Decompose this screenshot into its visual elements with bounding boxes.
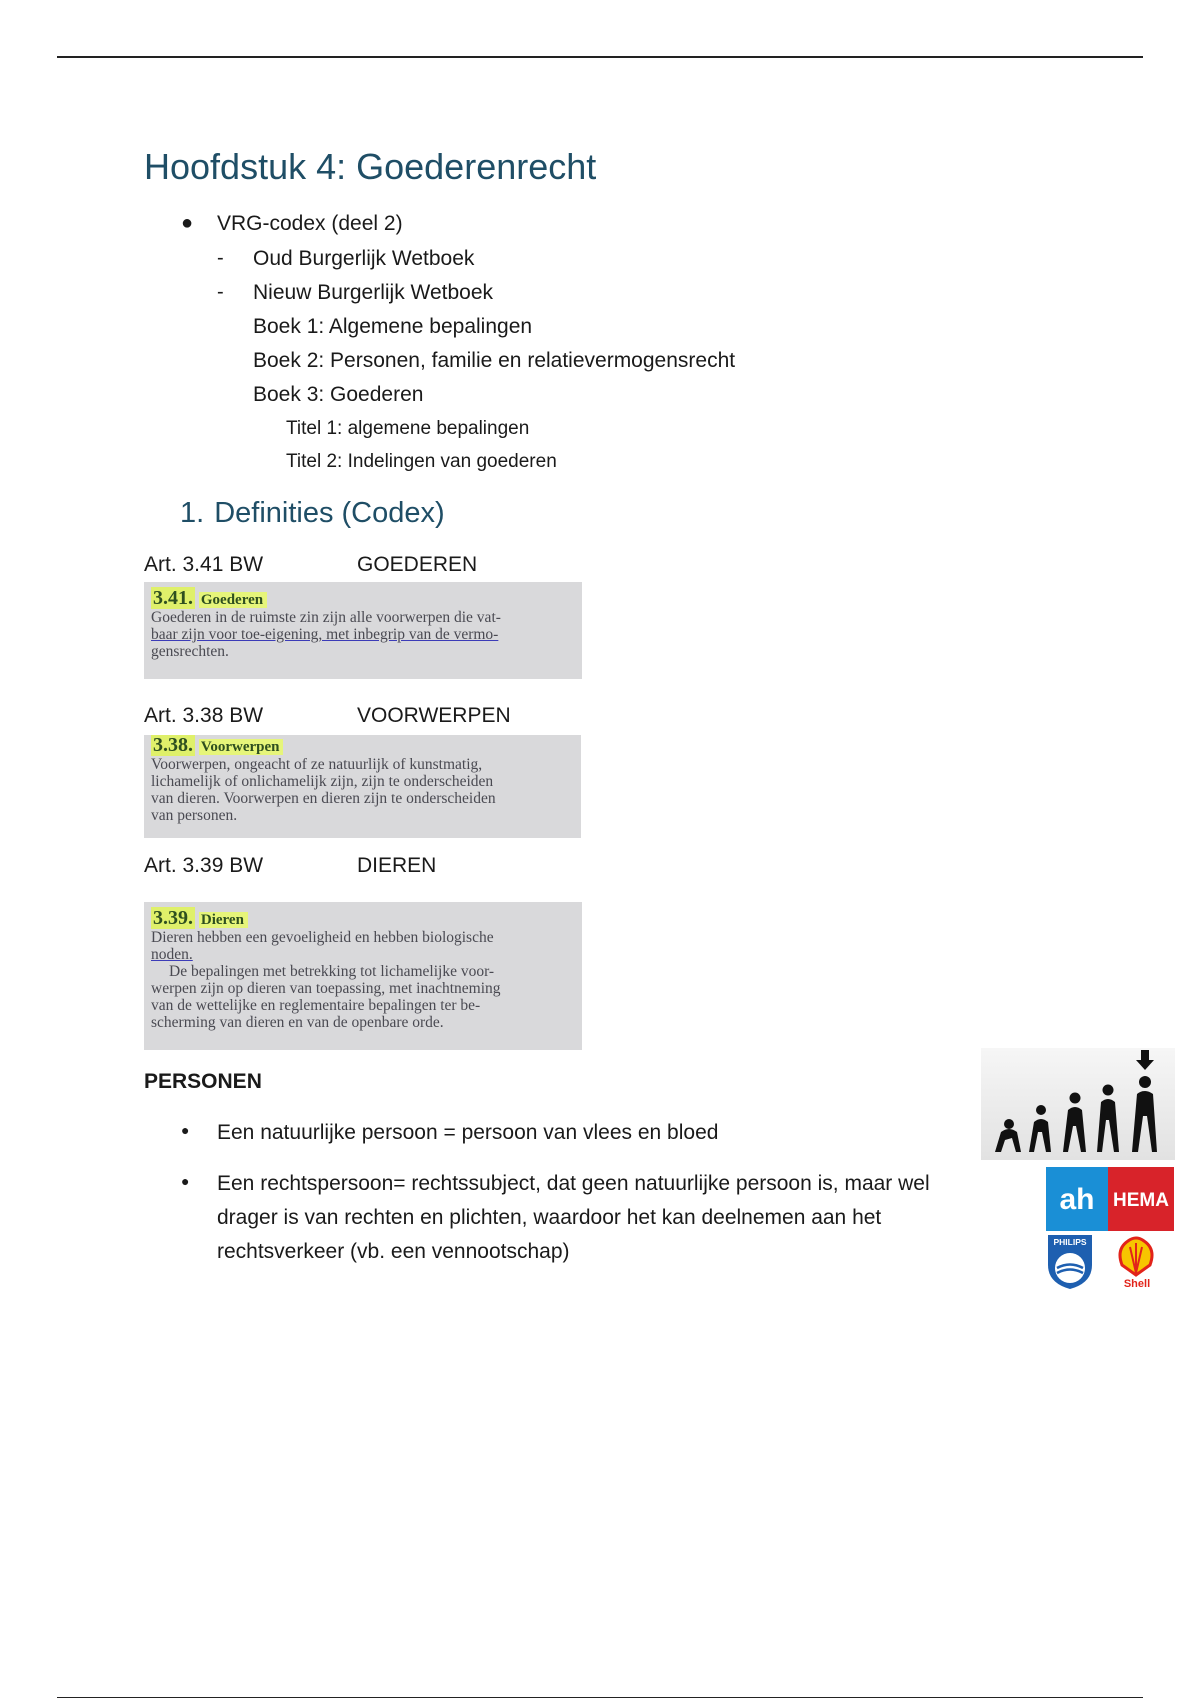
article-term: GOEDEREN [357, 553, 478, 576]
bullet-icon: ● [181, 1122, 190, 1138]
title-item: Titel 1: algemene bepalingen [286, 418, 530, 439]
evolution-silhouettes-icon [981, 1048, 1175, 1160]
dash-item: Nieuw Burgerlijk Wetboek [253, 281, 494, 304]
scan-article-title: Voorwerpen [199, 739, 284, 755]
philips-logo [1048, 1235, 1092, 1289]
section-number: 1. [180, 497, 205, 529]
article-scan-image [144, 582, 582, 679]
scan-article-title: Goederen [199, 592, 267, 608]
article-ref: Art. 3.38 BW [144, 704, 264, 727]
dash-icon: - [217, 281, 224, 303]
personen-item: Een natuurlijke persoon = persoon van vlees en bloed [217, 1121, 719, 1144]
scan-line: Voorwerpen, ongeacht of ze natuurlijk of kunstmatig, [151, 756, 483, 773]
article-term: DIEREN [357, 854, 437, 877]
dash-icon: - [217, 247, 224, 269]
scan-line: van de wettelijke en reglementaire bepalingen ter be- [151, 997, 481, 1014]
codex-bullet: VRG-codex (deel 2) [217, 212, 403, 235]
shell-logo-text: Shell [1123, 1278, 1151, 1290]
scan-line: noden. [151, 946, 193, 963]
personen-item-line: rechtsverkeer (vb. een vennootschap) [217, 1240, 570, 1263]
scan-line: van personen. [151, 807, 238, 824]
article-term: VOORWERPEN [357, 704, 511, 727]
scan-article-number: 3.38. [153, 735, 193, 756]
scan-line: De bepalingen met betrekking tot lichamelijke voor- [169, 963, 495, 980]
section-heading [180, 497, 445, 530]
scan-line: scherming van dieren en van de openbare orde. [151, 1014, 444, 1031]
book-item: Boek 2: Personen, familie en relatievermogensrecht [253, 349, 736, 372]
scan-article-title: Dieren [199, 912, 248, 928]
shell-logo [1120, 1238, 1152, 1290]
title-item: Titel 2: Indelingen van goederen [286, 451, 557, 472]
evolution-image [981, 1048, 1175, 1160]
article-scan-image [144, 902, 582, 1050]
scan-line: Dieren hebben een gevoeligheid en hebben biologische [151, 929, 494, 946]
bullet-icon: ● [181, 212, 194, 234]
scan-article-number: 3.39. [153, 907, 193, 929]
article-ref: Art. 3.39 BW [144, 854, 264, 877]
article-row [144, 854, 437, 878]
scan-article-number: 3.41. [153, 587, 193, 609]
hema-logo-text: HEMA [1113, 1190, 1169, 1211]
scan-line: lichamelijk of onlichamelijk zijn, zijn te onderscheiden [151, 773, 494, 790]
bullet-icon: ● [181, 1173, 190, 1189]
scan-line: baar zijn voor toe-eigening, met inbegrip van de vermo- [151, 626, 499, 643]
book-item: Boek 1: Algemene bepalingen [253, 315, 533, 338]
header-rule [57, 56, 1143, 58]
company-logos-icon [1046, 1165, 1176, 1290]
article-row [144, 553, 478, 577]
dash-item: Oud Burgerlijk Wetboek [253, 247, 475, 270]
book-item: Boek 3: Goederen [253, 383, 424, 406]
company-logos [1046, 1165, 1176, 1290]
personen-item-line: Een rechtspersoon= rechtssubject, dat geen natuurlijke persoon is, maar wel [217, 1172, 930, 1195]
chapter-heading: Hoofdstuk 4: Goederenrecht [144, 146, 597, 187]
ah-logo-text: ah [1059, 1183, 1095, 1216]
scan-line: van dieren. Voorwerpen en dieren zijn te onderscheiden [151, 790, 496, 807]
footer-rule [57, 1697, 1143, 1698]
scan-line: Goederen in de ruimste zin zijn alle voorwerpen die vat- [151, 609, 501, 626]
section-title: Definities (Codex) [214, 497, 445, 529]
article-scan-image [144, 735, 581, 838]
philips-logo-text: PHILIPS [1053, 1237, 1087, 1247]
personen-heading: PERSONEN [144, 1070, 262, 1093]
personen-item-line: drager is van rechten en plichten, waardoor het kan deelnemen aan het [217, 1206, 882, 1229]
article-row [144, 704, 511, 728]
scan-line: gensrechten. [151, 643, 229, 660]
scan-line: werpen zijn op dieren van toepassing, met inachtneming [151, 980, 501, 997]
article-ref: Art. 3.41 BW [144, 553, 264, 576]
